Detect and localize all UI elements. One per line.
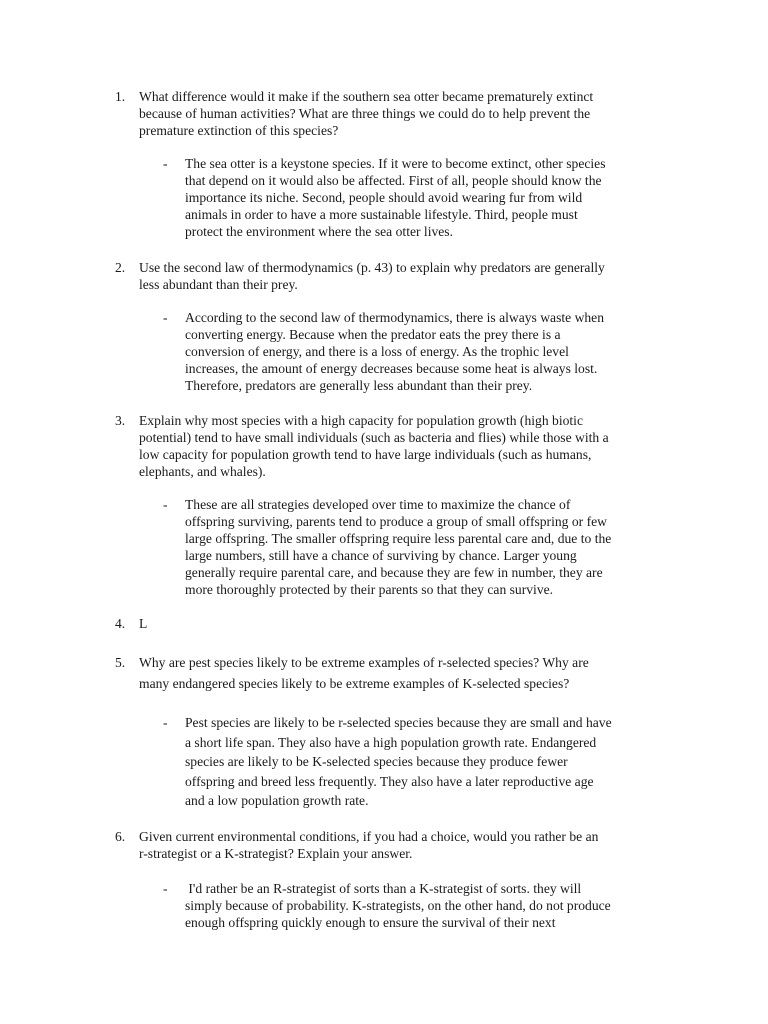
question-text-line: Given current environmental conditions, if you had a choice, would you rather be an [139,829,599,844]
answer-text-line: The sea otter is a keystone species. If it were to become extinct, other species [185,156,606,171]
bullet-dash: - [163,497,168,512]
answer-text-line: animals in order to have a more sustainable lifestyle. Third, people must [185,207,578,222]
answer-text-line: Therefore, predators are generally less abundant than their prey. [185,378,533,393]
question-5 [115,654,679,692]
answer-text-line: that depend on it would also be affected. First of all, people should know the [185,173,602,188]
answer-text-line: a short life span. They also have a high population growth rate. Endangered [185,734,597,750]
question-number: 6. [115,829,126,844]
answer-text-line: These are all strategies developed over time to maximize the chance of [185,497,571,512]
answer-2 [163,309,675,394]
question-text-line: What difference would it make if the southern sea otter became prematurely extinct [139,89,594,104]
answer-1 [163,155,675,240]
question-text-line: premature extinction of this species? [139,123,339,138]
answer-text-line: protect the environment where the sea otter lives. [185,224,453,239]
answer-text-line: species are likely to be K-selected species because they produce fewer [185,754,568,769]
bullet-dash: - [163,715,168,730]
question-text-line: elephants, and whales). [139,464,266,479]
answer-text-line: more thoroughly protected by their parents so that they can survive. [185,582,554,597]
bullet-dash: - [163,310,168,325]
question-6 [115,828,679,862]
question-number: 2. [115,260,126,275]
question-number: 3. [115,413,126,428]
answer-text-line: I'd rather be an R-strategist of sorts than a K-strategist of sorts. they will [185,881,582,896]
question-text-line: many endangered species likely to be extreme examples of K-selected species? [139,676,570,691]
question-text-line: Explain why most species with a high capacity for population growth (high biotic [139,413,583,428]
answer-text-line: importance its niche. Second, people should avoid wearing fur from wild [185,190,583,205]
answer-text-line: large offspring. The smaller offspring require less parental care and, due to the [185,531,612,546]
answer-text-line: offspring surviving, parents tend to produce a group of small offspring or few [185,514,607,529]
question-number: 1. [115,89,126,104]
question-3 [115,412,679,480]
question-2 [115,259,679,293]
answer-text-line: offspring and breed less frequently. They also have a later reproductive age [185,773,594,789]
answer-text-line: simply because of probability. K-strategists, on the other hand, do not produce [185,898,611,913]
answer-text-line: enough offspring quickly enough to ensure the survival of their next [185,915,556,930]
question-text-line: r-strategist or a K-strategist? Explain your answer. [139,846,413,861]
answer-3 [163,496,675,598]
bullet-dash: - [163,156,168,171]
bullet-dash: - [163,881,168,896]
answer-text-line: generally require parental care, and because they are few in number, they are [185,565,603,580]
answer-text-line: conversion of energy, and there is a loss of energy. As the trophic level [185,344,569,359]
question-number: 4. [115,616,126,631]
question-text-line: low capacity for population growth tend to have large individuals (such as humans, [139,447,592,462]
question-text-line: because of human activities? What are three things we could do to help prevent the [139,106,591,121]
question-text-line: less abundant than their prey. [139,277,298,292]
answer-text-line: Pest species are likely to be r-selected species because they are small and have [185,715,612,730]
answer-text-line: large numbers, still have a chance of surviving by chance. Larger young [185,548,577,563]
question-text-line: L [139,616,148,631]
answer-text-line: According to the second law of thermodynamics, there is always waste when [185,310,605,325]
question-4 [115,615,679,632]
question-number: 5. [115,655,126,670]
answer-text-line: and a low population growth rate. [185,793,369,808]
question-text-line: potential) tend to have small individuals (such as bacteria and flies) while those with a [139,430,609,445]
answer-text-line: converting energy. Because when the predator eats the prey there is a [185,327,561,342]
answer-6 [163,880,675,931]
answer-5 [163,713,675,811]
question-1 [115,88,679,139]
question-text-line: Why are pest species likely to be extreme examples of r-selected species? Why are [139,655,589,670]
answer-text-line: increases, the amount of energy decreases because some heat is always lost. [185,361,598,376]
question-text-line: Use the second law of thermodynamics (p. 43) to explain why predators are generally [139,260,605,275]
